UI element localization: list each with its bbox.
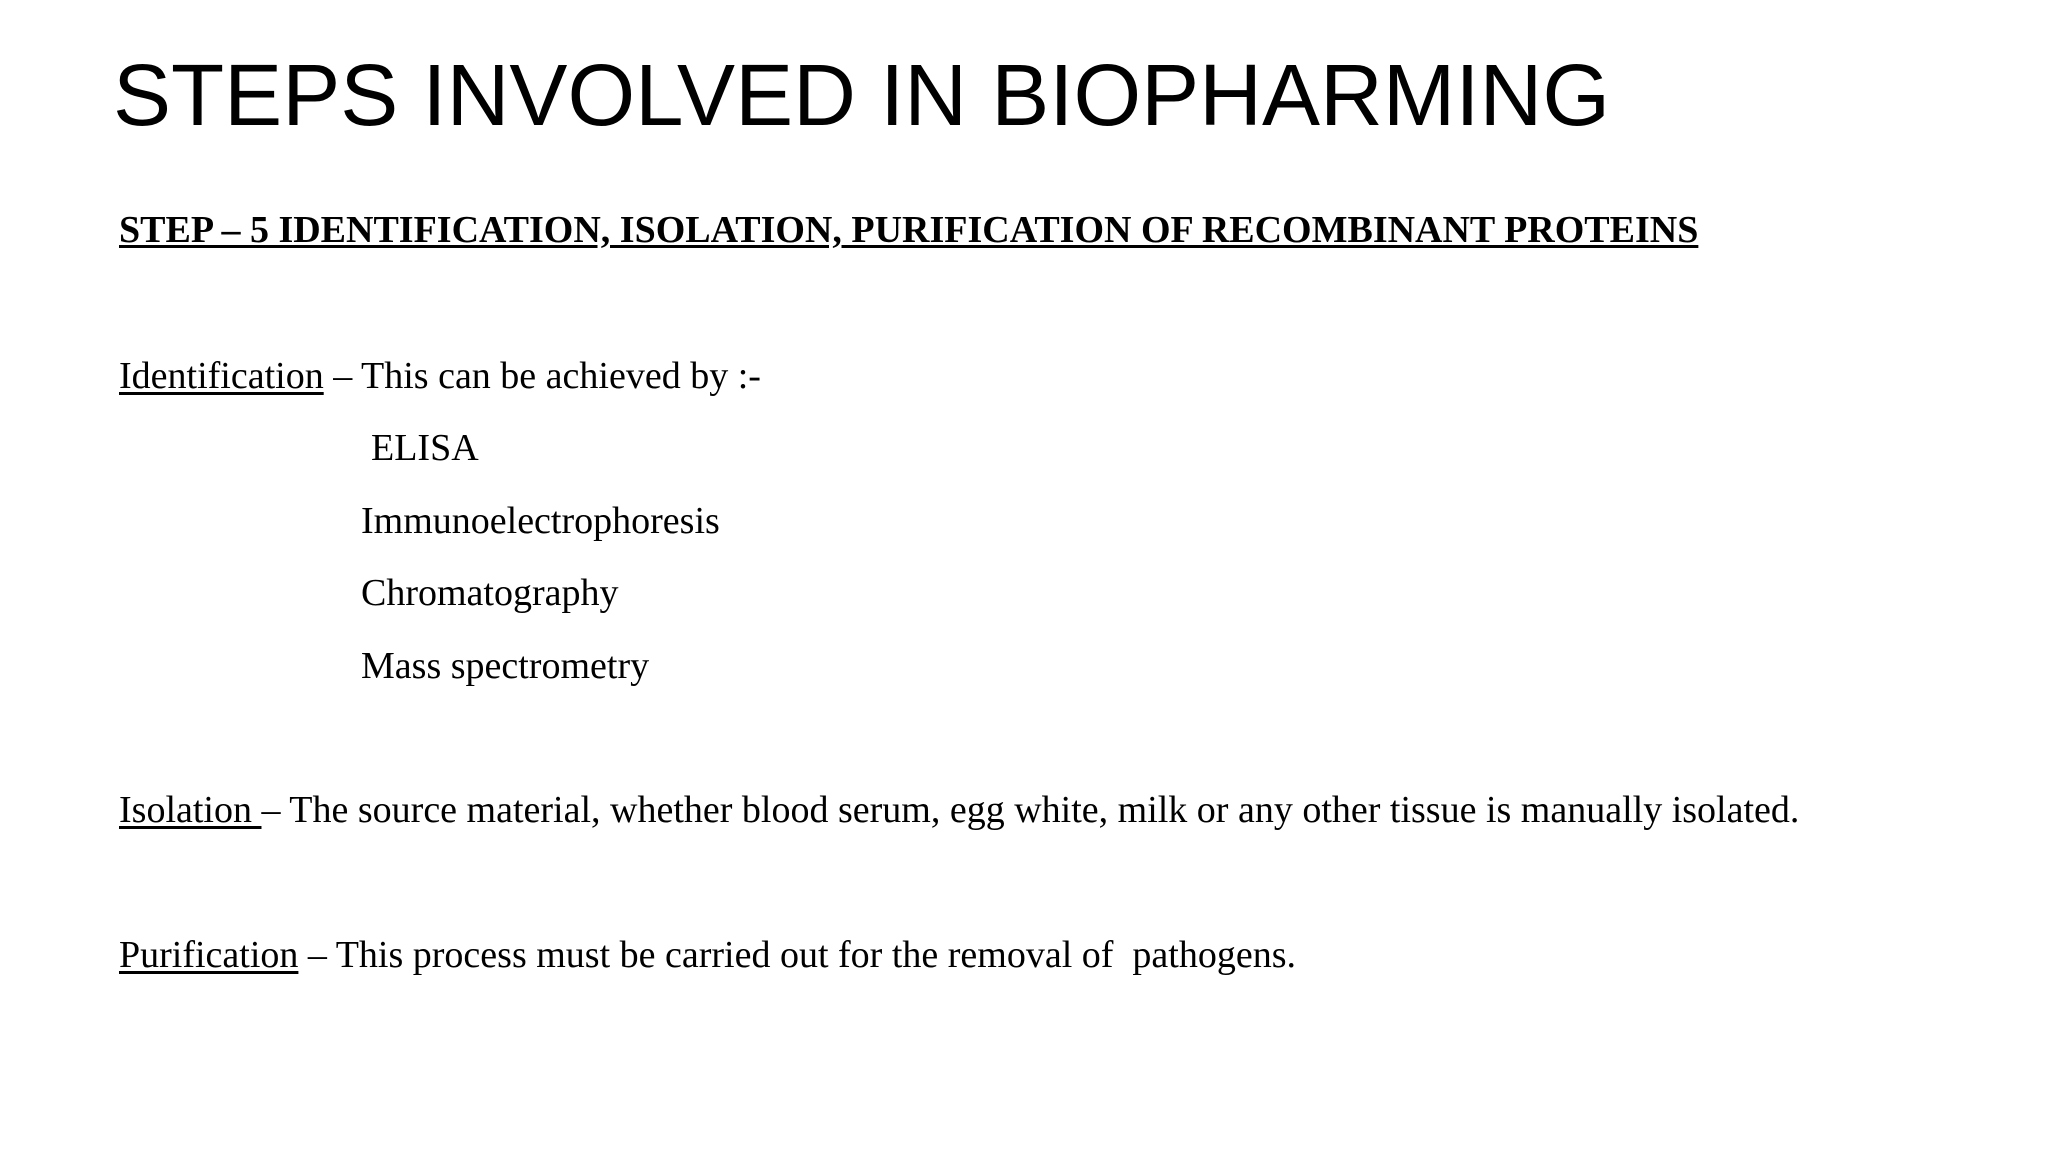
method-item: ELISA — [371, 427, 479, 469]
identification-term: Identification — [119, 355, 324, 397]
identification-line — [119, 357, 761, 395]
purification-line — [119, 936, 1296, 974]
method-item: Immunoelectrophoresis — [361, 500, 720, 542]
isolation-text: – The source material, whether blood serum, egg white, milk or any other tissue is manually isolated. — [261, 789, 1800, 831]
isolation-term: Isolation — [119, 789, 262, 831]
purification-text: – This process must be carried out for the removal of pathogens. — [298, 934, 1296, 976]
identification-text: – This can be achieved by :- — [323, 355, 761, 397]
purification-term: Purification — [119, 934, 299, 976]
slide-title: STEPS INVOLVED IN BIOPHARMING — [113, 47, 1611, 144]
step-heading: STEP – 5 IDENTIFICATION, ISOLATION, PURIFICATION OF RECOMBINANT PROTEINS — [119, 209, 1699, 251]
isolation-line — [119, 791, 1799, 829]
method-item: Mass spectrometry — [361, 645, 650, 687]
method-item: Chromatography — [361, 572, 619, 614]
